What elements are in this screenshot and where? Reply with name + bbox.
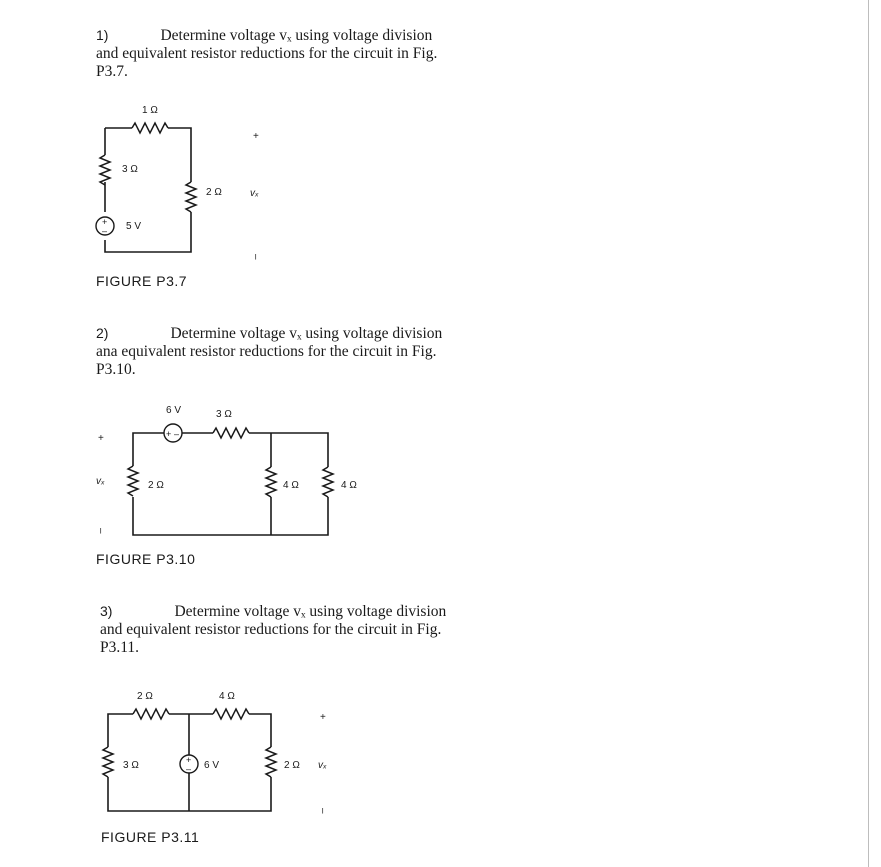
label-plus: + [320, 712, 326, 723]
label-plus: + [98, 433, 104, 444]
label-vx: vₓ [250, 188, 259, 199]
problem-line: and equivalent resistor reductions for the circuit in Fig. [100, 621, 442, 638]
problem-heading: Determine voltage vₓ using voltage division [160, 27, 433, 44]
figure-caption: FIGURE P3.11 [101, 829, 200, 845]
label-r-mid: 4 Ω [283, 480, 299, 491]
label-vx: vₓ [96, 476, 105, 487]
resistor-4-ohm-top [213, 709, 249, 719]
resistor-2-ohm-right [266, 747, 276, 777]
source-minus-sign: – [102, 226, 108, 236]
label-r-left: 3 Ω [123, 760, 139, 771]
label-source: 5 V [126, 221, 142, 232]
label-r-left: 2 Ω [148, 480, 164, 491]
problem-line: P3.7. [96, 63, 128, 80]
problem-line: P3.11. [100, 639, 140, 656]
label-r-mid: 2 Ω [206, 187, 222, 198]
source-plus-sign: + [186, 755, 192, 765]
problem-line: ana equivalent resistor reductions for the circuit in Fig. [96, 343, 437, 360]
label-minus: – [317, 808, 328, 814]
figure-caption: FIGURE P3.7 [96, 273, 188, 289]
source-minus-sign: – [174, 429, 180, 439]
problem-line: and equivalent resistor reductions for the circuit in Fig. [96, 45, 438, 62]
label-source: 6 V [166, 405, 182, 416]
resistor-2-ohm-top [133, 709, 169, 719]
source-minus-sign: – [186, 764, 192, 774]
figure-caption: FIGURE P3.10 [96, 551, 196, 567]
label-r-right: 4 Ω [341, 480, 357, 491]
source-plus-sign: + [102, 217, 108, 227]
problem-line: P3.10. [96, 361, 136, 378]
label-r-top1: 2 Ω [137, 691, 153, 702]
problem-heading: Determine voltage vₓ using voltage division [174, 603, 447, 620]
label-minus: – [250, 254, 261, 260]
label-plus: + [253, 131, 259, 142]
label-minus: – [95, 528, 106, 534]
label-source: 6 V [204, 760, 220, 771]
resistor-3-ohm [103, 747, 113, 777]
problem-number: 1) [96, 27, 109, 43]
label-r-top2: 4 Ω [219, 691, 235, 702]
label-r-left: 3 Ω [122, 164, 138, 175]
source-plus-sign: + [166, 429, 172, 439]
problem-heading: Determine voltage vₓ using voltage division [170, 325, 443, 342]
label-r-top: 3 Ω [216, 409, 232, 420]
problem-number: 2) [96, 325, 109, 341]
label-vx: vₓ [318, 760, 327, 771]
label-r-right: 2 Ω [284, 760, 300, 771]
problem-number: 3) [100, 603, 113, 619]
label-r-top: 1 Ω [142, 105, 158, 116]
